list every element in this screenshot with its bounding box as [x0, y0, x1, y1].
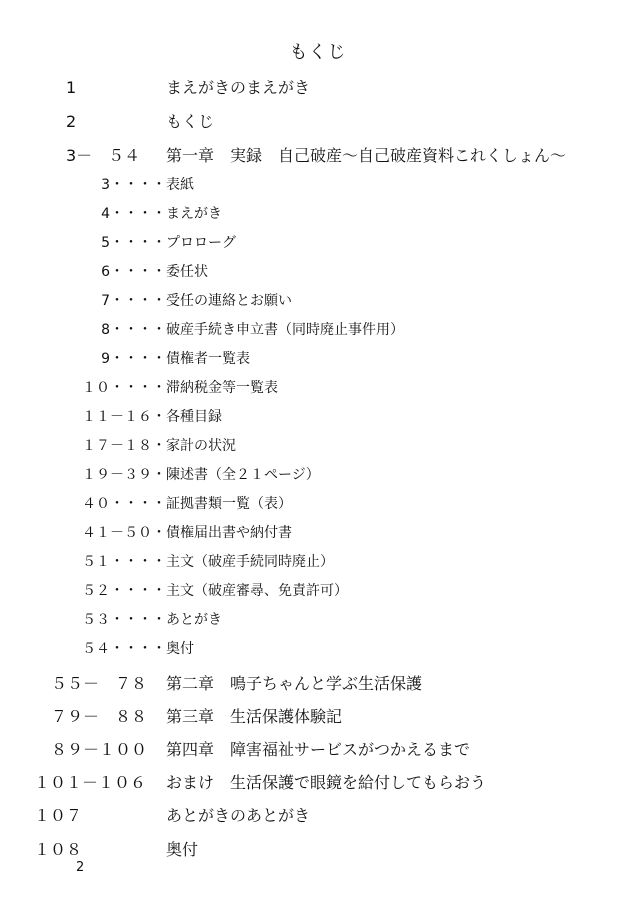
toc-sub-entry [0, 175, 636, 195]
toc-page-range: ５２・・・・ [82, 583, 166, 599]
toc-sub-entry [0, 552, 636, 572]
toc-sub-entry [0, 494, 636, 514]
toc-page-range: 3・・・・ [101, 177, 166, 193]
toc-entry-title: 第一章 実録 自己破産～自己破産資料これくしょん～ [166, 146, 567, 165]
toc-main-entry [0, 838, 636, 862]
toc-sub-entry [0, 262, 636, 282]
toc-entry-title: あとがきのあとがき [166, 806, 311, 825]
toc-entry-title: もくじ [166, 112, 215, 131]
toc-entry-title: 奥付 [166, 641, 194, 657]
toc-page-range: １０１－１０６ [34, 773, 147, 792]
toc-entry-title: 証拠書類一覧（表） [166, 496, 292, 512]
toc-sub-entry [0, 436, 636, 456]
toc-entry-title: あとがき [166, 612, 222, 628]
toc-main-entry [0, 144, 636, 168]
toc-main-entry [0, 705, 636, 729]
toc-page-range: 2 [66, 112, 77, 131]
toc-page-range: ４０・・・・ [82, 496, 166, 512]
toc-page-range: 1 [66, 78, 77, 97]
toc-main-entry [0, 76, 636, 100]
toc-entry-title: 主文（破産審尋、免責許可） [166, 583, 348, 599]
toc-sub-entry [0, 291, 636, 311]
toc-page-range: ５３・・・・ [82, 612, 166, 628]
toc-page-range: 5・・・・ [101, 235, 166, 251]
toc-page-range: 9・・・・ [101, 351, 166, 367]
toc-sub-entry [0, 465, 636, 485]
toc-page-range: ４１－５０・ [82, 525, 166, 541]
toc-sub-entry [0, 349, 636, 369]
toc-page-range: ８９－１００ [51, 740, 148, 759]
toc-page-range: １０・・・・ [82, 380, 166, 396]
toc-page-range: ７９－ ８８ [51, 707, 148, 726]
toc-entry-title: まえがき [166, 206, 222, 222]
toc-sub-entry [0, 581, 636, 601]
toc-entry-title: 奥付 [166, 840, 199, 859]
toc-page-range: ５５－ ７８ [51, 674, 148, 693]
toc-page-range: 8・・・・ [101, 322, 166, 338]
toc-sub-entry [0, 378, 636, 398]
toc-page-range: 6・・・・ [101, 264, 166, 280]
toc-sub-entry [0, 407, 636, 427]
toc-entry-title: 債権者一覧表 [166, 351, 250, 367]
toc-main-entry [0, 672, 636, 696]
toc-entry-title: 第三章 生活保護体験記 [166, 707, 343, 726]
toc-sub-entry [0, 639, 636, 659]
toc-page-range: １０７ [34, 806, 83, 825]
toc-entry-title: 滞納税金等一覧表 [166, 380, 278, 396]
toc-entry-title: プロローグ [166, 235, 236, 251]
page-title: もくじ [289, 42, 347, 63]
toc-sub-entry [0, 610, 636, 630]
toc-entry-title: 主文（破産手続同時廃止） [166, 554, 334, 570]
toc-entry-title: おまけ 生活保護で眼鏡を給付してもらおう [166, 773, 487, 792]
toc-main-entry [0, 738, 636, 762]
toc-entry-title: 債権届出書や納付書 [166, 525, 292, 541]
toc-page-range: 7・・・・ [101, 293, 166, 309]
page-number: 2 [76, 860, 85, 875]
toc-sub-entry [0, 233, 636, 253]
toc-page-range: １０８ [34, 840, 83, 859]
toc-page-range: １７－１８・ [82, 438, 166, 454]
toc-entry-title: 破産手続き申立書（同時廃止事件用） [166, 322, 404, 338]
toc-sub-entry [0, 320, 636, 340]
toc-entry-title: 第四章 障害福祉サービスがつかえるまで [166, 740, 471, 759]
toc-main-entry [0, 110, 636, 134]
toc-page-range: １１－１６・ [82, 409, 166, 425]
toc-main-entry [0, 771, 636, 795]
toc-page-range: 4・・・・ [101, 206, 166, 222]
toc-page-range: １９－３９・ [82, 467, 166, 483]
toc-entry-title: 委任状 [166, 264, 208, 280]
toc-entry-title: 陳述書（全２１ページ） [166, 467, 320, 483]
toc-entry-title: 受任の連絡とお願い [166, 293, 292, 309]
toc-sub-entry [0, 523, 636, 543]
toc-entry-title: 各種目録 [166, 409, 222, 425]
toc-entry-title: まえがきのまえがき [166, 78, 311, 97]
toc-entry-title: 第二章 鳴子ちゃんと学ぶ生活保護 [166, 674, 423, 693]
toc-page-range: 3－ ５４ [66, 146, 141, 165]
toc-page-range: ５４・・・・ [82, 641, 166, 657]
toc-entry-title: 家計の状況 [166, 438, 236, 454]
toc-page-range: ５１・・・・ [82, 554, 166, 570]
toc-sub-entry [0, 204, 636, 224]
toc-main-entry [0, 804, 636, 828]
toc-entry-title: 表紙 [166, 177, 194, 193]
